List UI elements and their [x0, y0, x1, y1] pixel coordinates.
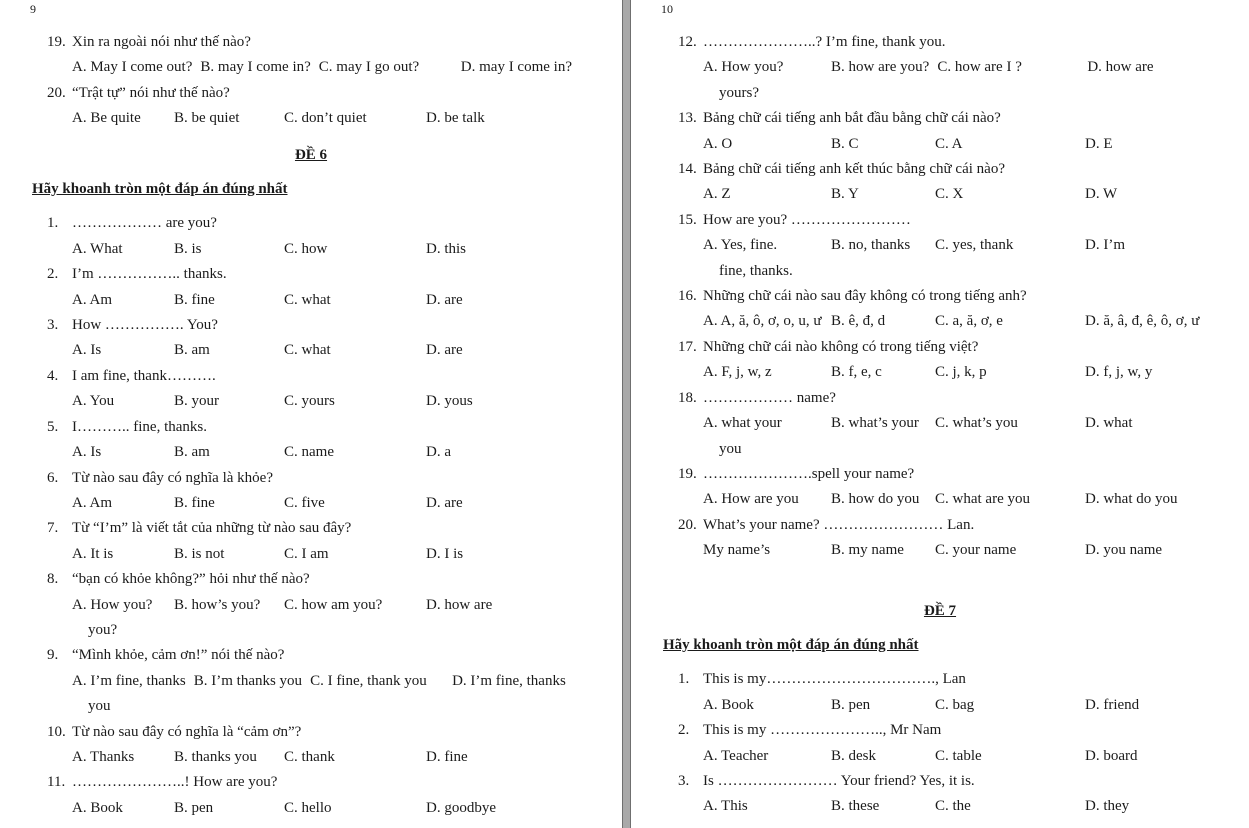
- option-b: B. my name: [831, 542, 904, 559]
- options-row: [631, 182, 1249, 207]
- question-text: Từ nào sau đây có nghĩa là khỏe?: [72, 469, 273, 486]
- option-c: C. A: [935, 135, 963, 152]
- question-line: [0, 313, 622, 338]
- option-a: My name’s: [703, 542, 771, 559]
- option-b: B. how do you: [831, 491, 920, 508]
- question-number: 2.: [47, 266, 59, 283]
- question-text: Is …………………… Your friend? Yes, it is.: [703, 772, 975, 789]
- option-b: B. is: [174, 240, 202, 257]
- option-b: B. f, e, c: [831, 364, 882, 381]
- option-b: B. fine: [174, 291, 215, 308]
- page-content: [0, 0, 622, 821]
- question-line: [0, 516, 622, 541]
- options-row: [0, 745, 622, 770]
- option-c: C. yes, thank: [935, 237, 1014, 254]
- option-continuation: yours?: [719, 84, 759, 101]
- option-c: C. the: [935, 798, 971, 815]
- option-a: A. May I come out?: [72, 59, 193, 76]
- question-text: This is my……………………………., Lan: [703, 671, 966, 688]
- options-row: [0, 55, 622, 80]
- question-number: 10.: [47, 723, 66, 740]
- question-text: How are you? ……………………: [703, 211, 911, 228]
- section-title-text: ĐỀ 6: [294, 146, 328, 163]
- option-b: B. C: [831, 135, 859, 152]
- option-b: B. is not: [174, 545, 225, 562]
- option-a: A. Teacher: [703, 747, 769, 764]
- section-title: [0, 143, 622, 168]
- option-d: D. are: [426, 291, 463, 308]
- option-a: A. Z: [703, 186, 731, 203]
- option-a: A. what your: [703, 415, 782, 432]
- options-row: [631, 309, 1249, 334]
- question-text: …………………..? I’m fine, thank you.: [703, 34, 946, 50]
- option-d: D. be talk: [426, 110, 485, 127]
- question-line: [0, 643, 622, 668]
- question-number: 1.: [678, 671, 690, 688]
- option-d: D. a: [426, 444, 451, 461]
- option-b: B. pen: [831, 696, 871, 713]
- question-text: I’m …………….. thanks.: [72, 266, 227, 283]
- option-c: C. X: [935, 186, 964, 203]
- question-line: [631, 513, 1249, 538]
- option-d: D. E: [1085, 135, 1113, 152]
- option-a: A. I’m fine, thanks: [72, 672, 186, 689]
- options-row: [631, 132, 1249, 157]
- option-a: A. Yes, fine.: [703, 237, 778, 254]
- option-d: D. yous: [426, 393, 473, 410]
- options-row: [0, 288, 622, 313]
- question-text: I……….. fine, thanks.: [72, 418, 207, 435]
- option-c: C. j, k, p: [935, 364, 987, 381]
- option-d: D. may I come in?: [460, 59, 572, 76]
- option-d: D. are: [426, 342, 463, 359]
- option-a: A. You: [72, 393, 115, 410]
- option-a: A. Am: [72, 494, 113, 511]
- options-row: [0, 440, 622, 465]
- option-b: B. I’m thanks you: [193, 672, 303, 689]
- question-number: 9.: [47, 647, 59, 664]
- options-row: [0, 106, 622, 131]
- option-d: D. what: [1085, 415, 1133, 432]
- option-d: D. this: [426, 240, 467, 257]
- question-text: ……………… are you?: [72, 215, 217, 232]
- question-number: 3.: [678, 772, 690, 789]
- question-number: 19.: [47, 34, 66, 50]
- option-b: B. thanks you: [174, 748, 257, 765]
- options-row: [0, 237, 622, 262]
- option-a: A. Thanks: [72, 748, 135, 765]
- option-d: D. I’m fine, thanks: [452, 672, 566, 689]
- option-continuation: fine, thanks.: [719, 262, 793, 279]
- option-a: A. How are you: [703, 491, 799, 508]
- option-c: C. bag: [935, 696, 975, 713]
- option-a: A. How you?: [72, 596, 153, 613]
- option-c: C. how are I ?: [937, 59, 1022, 76]
- option-c: C. what are you: [935, 491, 1030, 508]
- question-number: 1.: [47, 215, 59, 232]
- option-a: A. F, j, w, z: [703, 364, 772, 381]
- option-c: C. may I go out?: [318, 59, 420, 76]
- question-line: [631, 718, 1249, 743]
- option-a: A. Be quite: [72, 110, 141, 127]
- question-line: [631, 157, 1249, 182]
- option-a: A. Am: [72, 291, 113, 308]
- option-b: B. these: [831, 798, 880, 815]
- option-continuation: you: [88, 698, 111, 715]
- option-d: D. you name: [1085, 542, 1163, 559]
- question-number: 16.: [678, 288, 697, 305]
- question-line: [0, 720, 622, 745]
- question-line: [631, 208, 1249, 233]
- option-d: D. I is: [426, 545, 464, 562]
- section-instruction: Hãy khoanh tròn một đáp án đúng nhất: [663, 636, 919, 653]
- option-a: A. Book: [703, 696, 754, 713]
- option-c: C. I fine, thank you: [310, 672, 427, 689]
- question-text: Những chữ cái nào sau đây không có trong tiếng anh?: [703, 288, 1027, 305]
- option-c: C. table: [935, 747, 982, 764]
- question-text: How ……………. You?: [72, 317, 218, 334]
- question-number: 14.: [678, 161, 697, 178]
- option-c: C. what: [284, 291, 331, 308]
- option-c: C. what’s you: [935, 415, 1018, 432]
- page-number: 10: [661, 2, 673, 16]
- option-c: C. name: [284, 444, 334, 461]
- options-row: [0, 491, 622, 516]
- question-text: “bạn có khỏe không?” hỏi như thế nào?: [72, 571, 310, 588]
- option-a: A. It is: [72, 545, 114, 562]
- question-text: I am fine, thank……….: [72, 367, 216, 384]
- option-b: B. desk: [831, 747, 876, 764]
- page-number: 9: [30, 2, 36, 16]
- question-number: 7.: [47, 520, 59, 537]
- option-d: D. are: [426, 494, 463, 511]
- option-a: A. What: [72, 240, 123, 257]
- option-b: B. may I come in?: [200, 59, 311, 76]
- option-c: C. don’t quiet: [284, 110, 367, 127]
- question-line: [0, 415, 622, 440]
- question-text: ………………….spell your name?: [703, 465, 915, 482]
- question-number: 5.: [47, 418, 59, 435]
- question-number: 12.: [678, 34, 697, 50]
- question-number: 4.: [47, 367, 59, 384]
- option-d: D. fine: [426, 748, 468, 765]
- question-line: [0, 30, 622, 55]
- question-number: 13.: [678, 110, 697, 127]
- question-line: [631, 462, 1249, 487]
- options-row: [0, 389, 622, 414]
- option-c: C. thank: [284, 748, 335, 765]
- option-c: C. I am: [284, 545, 329, 562]
- question-line: [0, 211, 622, 236]
- question-line: [631, 335, 1249, 360]
- option-a: A. How you?: [703, 59, 784, 76]
- question-text: Những chữ cái nào không có trong tiếng việt?: [703, 338, 979, 355]
- page-content: [631, 0, 1249, 820]
- question-line: [0, 770, 622, 795]
- option-continuation: you: [719, 440, 742, 457]
- option-a: A. Is: [72, 342, 102, 359]
- option-c: C. yours: [284, 393, 335, 410]
- option-b: B. your: [174, 393, 219, 410]
- page-gutter: [622, 0, 631, 828]
- option-d: D. how are: [426, 596, 493, 613]
- question-text: Bảng chữ cái tiếng anh kết thúc bằng chữ cái nào?: [703, 161, 1005, 178]
- option-d: D. board: [1085, 747, 1138, 764]
- option-c: C. a, ă, ơ, e: [935, 313, 1003, 330]
- question-text: “Mình khỏe, cảm ơn!” nói thế nào?: [72, 647, 285, 664]
- options-row: [631, 360, 1249, 385]
- question-line: [631, 667, 1249, 692]
- option-b: B. am: [174, 444, 210, 461]
- question-line: [0, 364, 622, 389]
- question-text: Xin ra ngoài nói như thế nào?: [72, 34, 251, 50]
- section-title: [631, 599, 1249, 624]
- options-row: [631, 411, 1249, 436]
- question-text: “Trật tự” nói như thế nào?: [72, 84, 230, 101]
- options-row: [0, 669, 622, 694]
- question-number: 8.: [47, 571, 59, 588]
- question-text: Bảng chữ cái tiếng anh bắt đầu bằng chữ cái nào?: [703, 110, 1001, 127]
- section-title-text: ĐỀ 7: [923, 602, 957, 619]
- options-row: [631, 538, 1249, 563]
- option-c: C. five: [284, 494, 325, 511]
- option-b: B. pen: [174, 799, 214, 816]
- options-row: [0, 593, 622, 618]
- question-text: …………………..! How are you?: [72, 774, 278, 791]
- option-b: B. am: [174, 342, 210, 359]
- question-number: 3.: [47, 317, 59, 334]
- option-c: C. hello: [284, 799, 332, 816]
- question-line: [631, 386, 1249, 411]
- section-instruction: Hãy khoanh tròn một đáp án đúng nhất: [32, 181, 288, 198]
- question-number: 17.: [678, 338, 697, 355]
- question-number: 6.: [47, 469, 59, 486]
- option-c: C. what: [284, 342, 331, 359]
- question-line: [0, 466, 622, 491]
- question-line: [631, 284, 1249, 309]
- option-c: C. how: [284, 240, 328, 257]
- option-c: C. how am you?: [284, 596, 383, 613]
- option-d: D. goodbye: [426, 799, 496, 816]
- option-a: A. Is: [72, 444, 102, 461]
- page-9: [0, 0, 622, 828]
- option-b: B. Y: [831, 186, 859, 203]
- options-row: [0, 796, 622, 821]
- question-text: What’s your name? …………………… Lan.: [703, 516, 975, 533]
- question-line: [0, 262, 622, 287]
- question-number: 15.: [678, 211, 697, 228]
- option-continuation: you?: [88, 621, 118, 638]
- option-a: A. O: [703, 135, 733, 152]
- option-b: B. ê, đ, d: [831, 313, 886, 330]
- question-line: [631, 106, 1249, 131]
- option-d: D. f, j, w, y: [1085, 364, 1153, 381]
- question-text: Từ nào sau đây có nghĩa là “cảm ơn”?: [72, 723, 302, 740]
- options-row: [631, 233, 1249, 258]
- question-line: [631, 769, 1249, 794]
- option-d: D. friend: [1085, 696, 1140, 713]
- question-text: ……………… name?: [703, 389, 836, 406]
- question-number: 2.: [678, 722, 690, 739]
- option-a: A. A, ă, ô, ơ, o, u, ư: [703, 313, 822, 330]
- options-row: [631, 55, 1249, 80]
- question-line: [0, 81, 622, 106]
- question-line: [631, 30, 1249, 55]
- option-d: D. ă, â, đ, ê, ô, ơ, ư: [1085, 313, 1200, 330]
- options-row: [0, 542, 622, 567]
- question-number: 20.: [47, 84, 66, 101]
- options-row: [631, 487, 1249, 512]
- option-d: D. how are: [1087, 59, 1154, 76]
- question-number: 19.: [678, 465, 697, 482]
- page-10: [631, 0, 1249, 828]
- question-text: This is my ………………….., Mr Nam: [703, 722, 942, 739]
- question-number: 20.: [678, 516, 697, 533]
- question-number: 11.: [47, 774, 66, 791]
- option-a: A. This: [703, 798, 748, 815]
- options-row: [631, 744, 1249, 769]
- option-b: B. fine: [174, 494, 215, 511]
- option-b: B. be quiet: [174, 110, 240, 127]
- options-row: [631, 693, 1249, 718]
- option-a: A. Book: [72, 799, 123, 816]
- option-b: B. no, thanks: [831, 237, 911, 254]
- option-c: C. your name: [935, 542, 1017, 559]
- option-b: B. how’s you?: [174, 596, 261, 613]
- question-number: 18.: [678, 389, 697, 406]
- options-row: [0, 338, 622, 363]
- question-text: Từ “I’m” là viết tắt của những từ nào sau đây?: [72, 520, 352, 537]
- options-row: [631, 794, 1249, 819]
- option-d: D. they: [1085, 798, 1130, 815]
- option-d: D. I’m: [1085, 237, 1125, 254]
- option-d: D. W: [1085, 186, 1118, 203]
- option-d: D. what do you: [1085, 491, 1178, 508]
- option-b: B. what’s your: [831, 415, 919, 432]
- question-line: [0, 567, 622, 592]
- option-b: B. how are you?: [831, 59, 930, 76]
